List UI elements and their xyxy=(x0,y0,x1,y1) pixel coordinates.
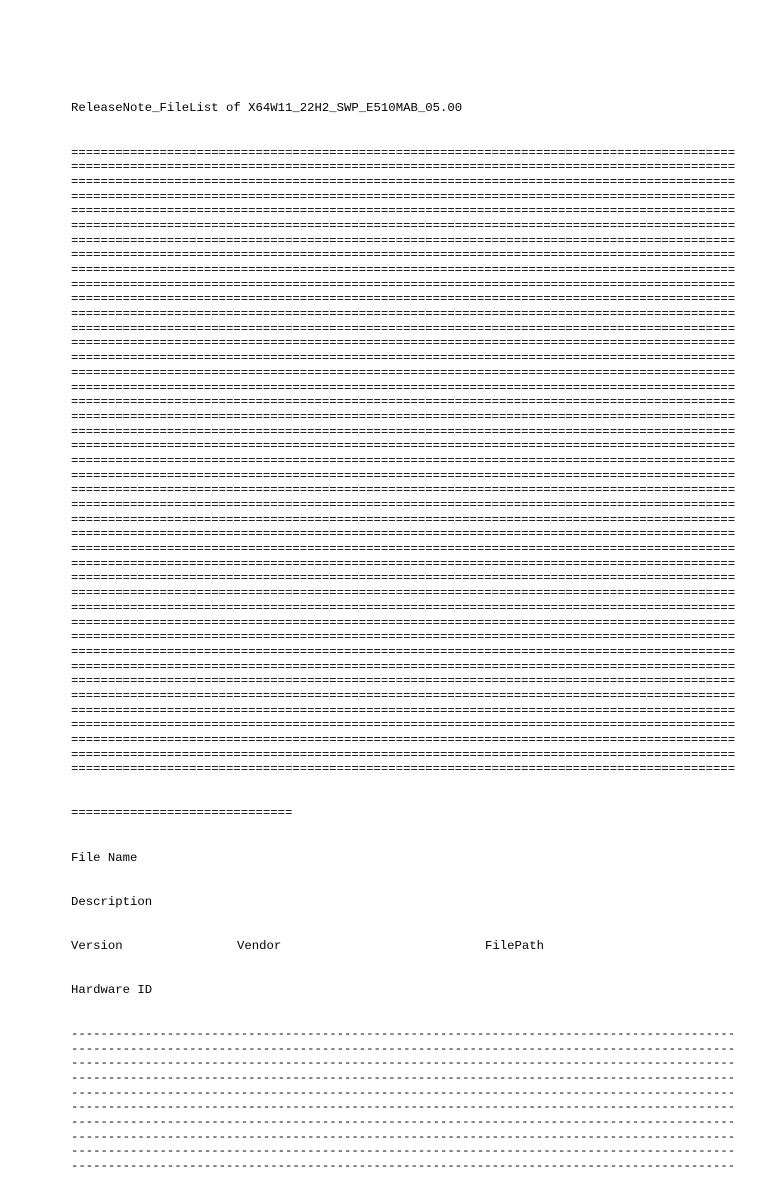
separator-line: ========================================================================================== xyxy=(71,409,736,424)
separator-line: ========================================================================================== xyxy=(71,630,736,645)
separator-line: ========================================================================================== xyxy=(71,307,736,322)
separator-line: ========================================================================================== xyxy=(71,615,736,630)
separator-line: ========================================================================================== xyxy=(71,380,736,395)
separator-line: ========================================================================================== xyxy=(71,263,736,277)
dash-line: ------------------------------------------------------------------------------------------ xyxy=(71,1085,736,1100)
dash-line: ------------------------------------------------------------------------------------------ xyxy=(71,1100,736,1115)
separator-line: ========================================================================================== xyxy=(71,292,736,307)
separator-line: ========================================================================================== xyxy=(71,542,736,557)
dash-line: ------------------------------------------------------------------------------------------ xyxy=(71,1115,736,1130)
separator-line: ========================================================================================== xyxy=(71,571,736,586)
separator-line: ========================================================================================== xyxy=(71,556,736,571)
dash-line: ------------------------------------------------------------------------------------------ xyxy=(71,1144,736,1159)
separator-block xyxy=(71,146,735,778)
separator-line: ========================================================================================== xyxy=(71,351,736,366)
separator-line: ========================================================================================== xyxy=(71,644,736,659)
release-note-document xyxy=(71,72,735,1189)
separator-line: ========================================================================================== xyxy=(71,659,736,674)
separator-line: ========================================================================================== xyxy=(71,703,736,718)
separator-line: ========================================================================================== xyxy=(71,145,736,160)
separator-line: ========================================================================================== xyxy=(71,733,736,747)
column-vendor: Vendor xyxy=(237,938,282,953)
separator-line: ========================================================================================== xyxy=(71,189,736,204)
separator-line: ========================================================================================== xyxy=(71,336,736,351)
column-version: Version xyxy=(71,938,123,953)
dash-line: ------------------------------------------------------------------------------------------ xyxy=(71,1159,736,1174)
column-row-version-vendor-filepath xyxy=(71,939,735,954)
separator-line: ========================================================================================== xyxy=(71,688,736,703)
separator-line: ========================================================================================== xyxy=(71,762,736,777)
column-filepath: FilePath xyxy=(485,938,545,953)
separator-line: ========================================================================================== xyxy=(71,512,736,527)
dash-line: ------------------------------------------------------------------------------------------ xyxy=(71,1071,736,1085)
separator-line: ========================================================================================== xyxy=(71,424,736,439)
separator-line: ========================================================================================== xyxy=(71,160,736,175)
separator-line: ========================================================================================== xyxy=(71,233,736,248)
separator-line: ========================================================================================== xyxy=(71,498,736,512)
column-hardware-id: Hardware ID xyxy=(71,982,153,997)
column-file-name: File Name xyxy=(71,850,138,865)
separator-line: ========================================================================================== xyxy=(71,747,736,762)
dash-line: ------------------------------------------------------------------------------------------ xyxy=(71,1041,736,1056)
separator-line: ========================================================================================== xyxy=(71,586,736,601)
separator-line: ========================================================================================== xyxy=(71,218,736,233)
separator-line: ========================================================================================== xyxy=(71,395,736,410)
separator-line: ========================================================================================== xyxy=(71,674,736,689)
separator-line: ========================================================================================== xyxy=(71,439,736,454)
separator-line: ========================================================================================== xyxy=(71,483,736,498)
separator-line: ========================================================================================== xyxy=(71,321,736,336)
dash-line: ------------------------------------------------------------------------------------------ xyxy=(71,1026,736,1041)
separator-line: ========================================================================================== xyxy=(71,365,736,380)
separator-line: ========================================================================================== xyxy=(71,527,736,542)
separator-line: ========================================================================================== xyxy=(71,204,736,219)
separator-line: ========================================================================================== xyxy=(71,453,736,468)
short-separator: ============================== xyxy=(71,806,293,821)
dash-block xyxy=(71,1027,735,1174)
document-title: ReleaseNote_FileList of X64W11_22H2_SWP_E510MAB_05.00 xyxy=(71,101,463,116)
separator-line: ========================================================================================== xyxy=(71,174,736,189)
separator-line: ========================================================================================== xyxy=(71,468,736,483)
dash-line: ------------------------------------------------------------------------------------------ xyxy=(71,1129,736,1144)
column-description: Description xyxy=(71,894,153,909)
separator-line: ========================================================================================== xyxy=(71,248,736,263)
separator-line: ========================================================================================== xyxy=(71,277,736,292)
separator-line: ========================================================================================== xyxy=(71,718,736,733)
separator-line: ========================================================================================== xyxy=(71,600,736,615)
dash-line: ------------------------------------------------------------------------------------------ xyxy=(71,1056,736,1071)
